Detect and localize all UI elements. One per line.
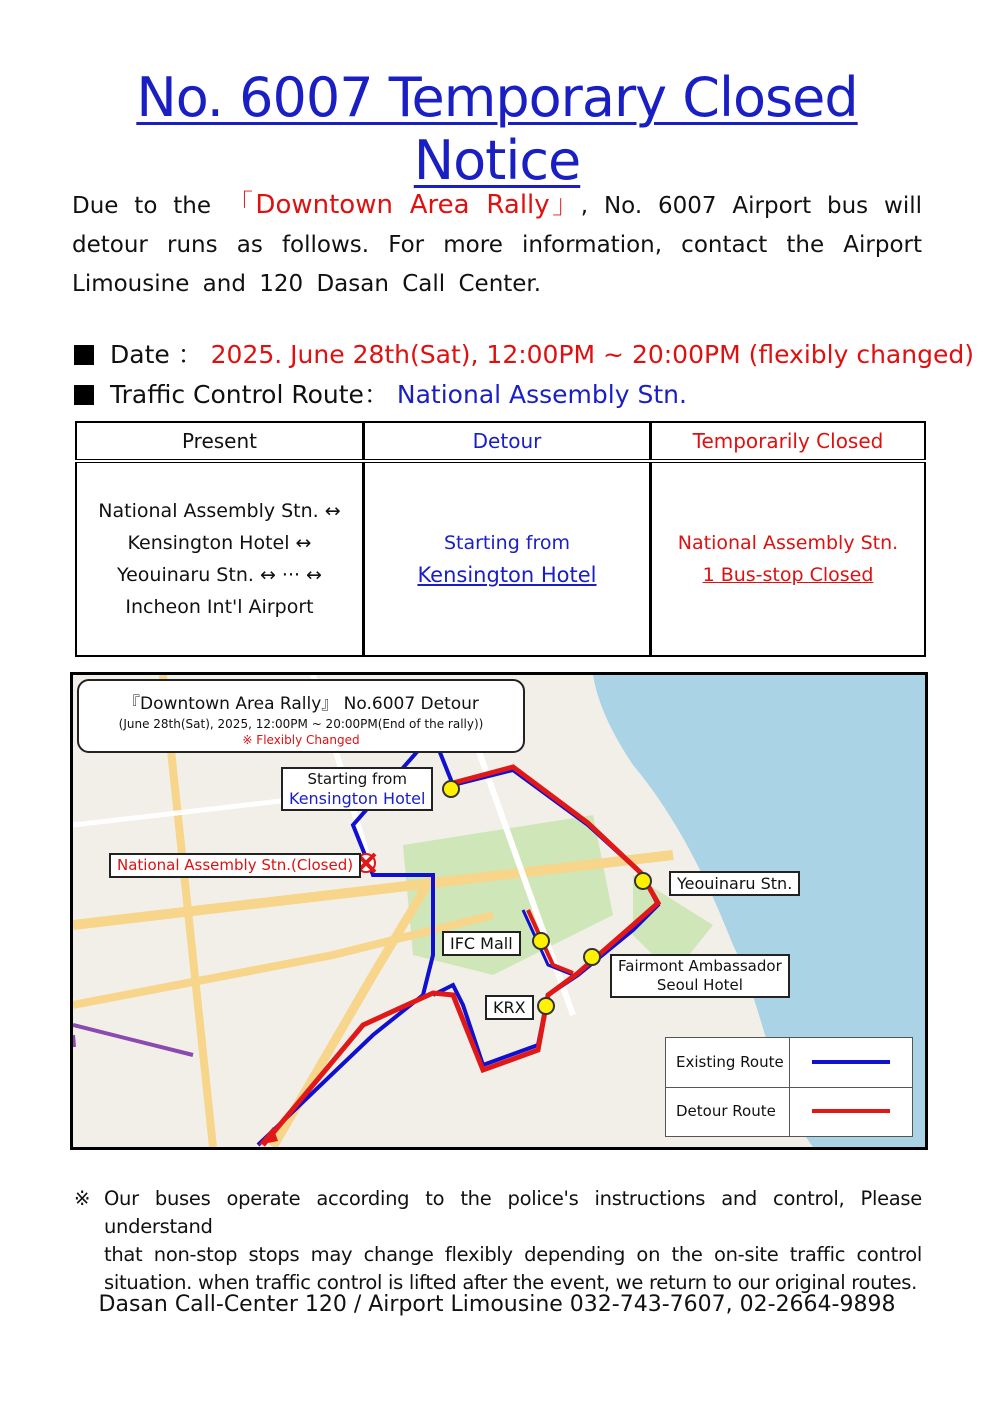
map-header-subtitle: (June 28th(Sat), 2025, 12:00PM ~ 20:00PM(End of the rally)) (118, 717, 484, 731)
note-mark: ※ (74, 1187, 91, 1210)
route-label: Traffic Control Route： (110, 380, 389, 409)
callout-closed: National Assembly Stn.(Closed) (109, 853, 361, 878)
stop-marker-fairmont (584, 949, 600, 965)
intro-before: Due to the (72, 193, 227, 219)
intro-paragraph (72, 186, 922, 304)
closed-stop: 1 Bus-stop Closed (702, 564, 874, 586)
callout-yeouinaru: Yeouinaru Stn. (669, 871, 800, 896)
legend-existing-swatch (812, 1060, 890, 1064)
legend-existing-label: Existing Route (676, 1053, 784, 1071)
present-line: Incheon Int'l Airport (125, 596, 314, 618)
callout-fairmont-line1: Fairmont Ambassador (618, 957, 782, 975)
callout-fairmont (610, 954, 790, 998)
route-value: National Assembly Stn. (396, 380, 687, 409)
detour-line: Starting from (443, 532, 571, 554)
date-label: Date ： (110, 340, 203, 369)
callout-start-line1: Starting from (307, 770, 407, 788)
contact-info: Dasan Call-Center 120 / Airport Limousine 032-743-7607, 02-2664-9898 (98, 1292, 896, 1317)
footnote (74, 1185, 922, 1297)
date-value: 2025. June 28th(Sat), 12:00PM ~ 20:00PM (flexibly changed) (210, 340, 974, 369)
date-row (74, 335, 974, 371)
header-present: Present (76, 422, 364, 461)
intro-after: , No. 6007 Airport bus will detour runs as follows. For more information, contact the Airport Limousine and 120 Dasan Call Center. (72, 193, 922, 297)
closed-line: National Assembly Stn. (677, 532, 899, 554)
legend-existing (666, 1038, 912, 1088)
closed-cell (651, 461, 926, 656)
map-header (77, 679, 525, 753)
note-line: situation. when traffic control is lifted after the event, we return to our original routes. (104, 1271, 918, 1294)
stop-marker-yeouinaru (635, 873, 651, 889)
present-cell (76, 461, 364, 656)
present-line: Kensington Hotel ↔ (127, 532, 312, 554)
note-line: Our buses operate according to the police's instructions and control, Please understand (104, 1187, 922, 1238)
present-line: Yeouinaru Stn. ↔ ··· ↔ (117, 564, 322, 586)
route-row (74, 375, 687, 411)
legend-detour-label: Detour Route (676, 1102, 776, 1120)
stop-marker-krx (538, 998, 554, 1014)
notice-title: No. 6007 Temporary Closed Notice (136, 66, 858, 192)
stop-marker-ifc (533, 933, 549, 949)
stop-marker-kensington (443, 781, 459, 797)
callout-kensington (281, 767, 433, 811)
map-header-note: ※ Flexibly Changed (242, 733, 360, 747)
present-line: National Assembly Stn. ↔ (98, 500, 341, 522)
callout-krx: KRX (485, 995, 534, 1020)
header-detour: Detour (364, 422, 651, 461)
map-header-title: 『Downtown Area Rally』 No.6007 Detour (123, 694, 479, 714)
route-table (75, 421, 926, 657)
callout-start-line2: Kensington Hotel (289, 789, 426, 808)
detour-hotel: Kensington Hotel (417, 563, 597, 587)
note-line: that non-stop stops may change flexibly depending on the on-site traffic control (104, 1243, 922, 1266)
callout-fairmont-line2: Seoul Hotel (656, 976, 743, 994)
detour-cell (364, 461, 651, 656)
header-closed: Temporarily Closed (651, 422, 926, 461)
legend-detour-swatch (812, 1109, 890, 1113)
map-legend (665, 1037, 913, 1137)
detour-map (70, 672, 928, 1150)
event-name: 「Downtown Area Rally」 (226, 190, 581, 220)
callout-ifc: IFC Mall (442, 931, 521, 956)
square-bullet-icon (74, 385, 94, 405)
square-bullet-icon (74, 345, 94, 365)
legend-detour (666, 1087, 912, 1136)
